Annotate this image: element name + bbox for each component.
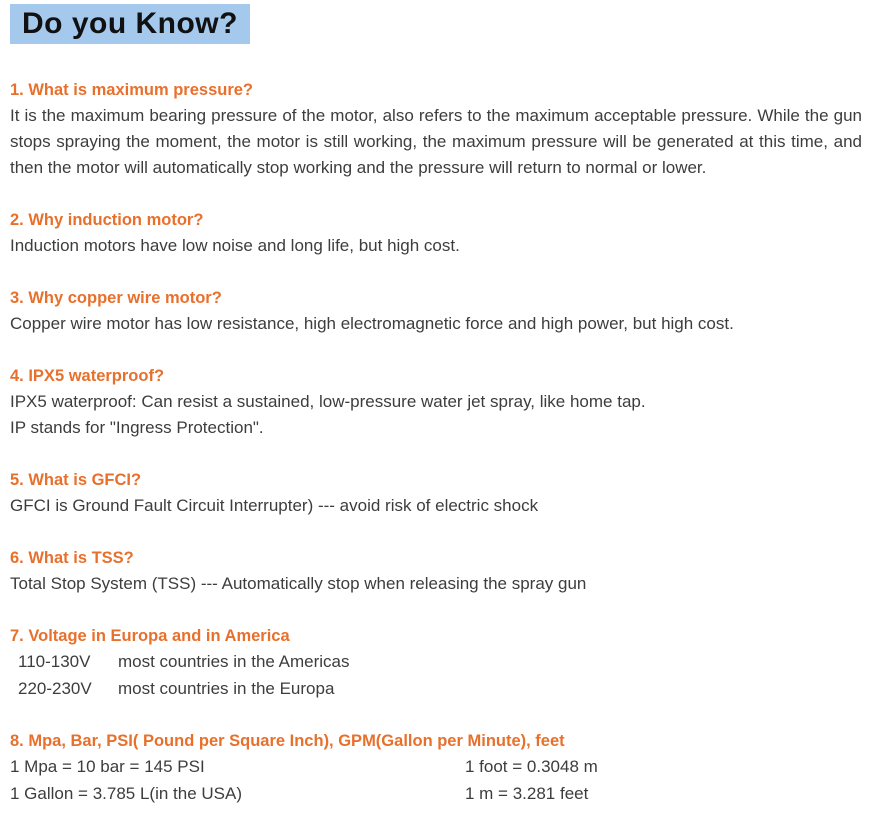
- section-gfci: [10, 467, 862, 519]
- conversion-left: 1 Mpa = 10 bar = 145 PSI: [10, 757, 205, 776]
- section-heading: 1. What is maximum pressure?: [10, 81, 253, 99]
- voltage-desc: most countries in the Americas: [118, 652, 350, 671]
- section-paragraph: IP stands for "Ingress Protection".: [10, 418, 264, 437]
- conversion-row: [10, 781, 862, 808]
- section-heading: 6. What is TSS?: [10, 549, 134, 567]
- section-paragraph: Induction motors have low noise and long life, but high cost.: [10, 236, 460, 255]
- section-heading: 8. Mpa, Bar, PSI( Pound per Square Inch), GPM(Gallon per Minute), feet: [10, 732, 565, 750]
- section-paragraph: Copper wire motor has low resistance, high electromagnetic force and high power, but high cost.: [10, 314, 734, 333]
- section-paragraph: It is the maximum bearing pressure of the motor, also refers to the maximum acceptable pressure. While the gun stops spraying the moment, the motor is still working, the maximum pressure will be generated at this time, and then the motor will automatically stop working and the pressure will return to normal or lower.: [10, 106, 862, 177]
- voltage-row: [10, 676, 862, 703]
- section-heading: 2. Why induction motor?: [10, 211, 204, 229]
- page-title: Do you Know?: [10, 4, 250, 44]
- section-copper-wire-motor: [10, 285, 862, 337]
- conversion-right: 1 foot = 0.3048 m: [465, 757, 598, 776]
- section-tss: [10, 545, 862, 597]
- section-paragraph: GFCI is Ground Fault Circuit Interrupter) --- avoid risk of electric shock: [10, 496, 539, 515]
- section-heading: 4. IPX5 waterproof?: [10, 367, 165, 385]
- voltage-range: 220-230V: [18, 678, 92, 698]
- voltage-range: 110-130V: [18, 652, 91, 671]
- section-paragraph: Total Stop System (TSS) --- Automatically stop when releasing the spray gun: [10, 574, 587, 593]
- section-induction-motor: [10, 207, 862, 259]
- section-max-pressure: [10, 77, 862, 181]
- conversion-left: 1 Gallon = 3.785 L(in the USA): [10, 783, 242, 803]
- section-heading: 3. Why copper wire motor?: [10, 289, 222, 307]
- section-ipx5-waterproof: [10, 363, 862, 441]
- conversion-row: [10, 754, 862, 781]
- section-paragraph: IPX5 waterproof: Can resist a sustained, low-pressure water jet spray, like home tap.: [10, 392, 646, 411]
- voltage-row: [10, 649, 862, 676]
- conversion-right: 1 m = 3.281 feet: [465, 783, 589, 803]
- section-voltage: [10, 623, 862, 702]
- section-heading: 7. Voltage in Europa and in America: [10, 627, 290, 645]
- section-heading: 5. What is GFCI?: [10, 471, 142, 489]
- section-unit-conversions: [10, 728, 862, 807]
- voltage-desc: most countries in the Europa: [118, 678, 335, 698]
